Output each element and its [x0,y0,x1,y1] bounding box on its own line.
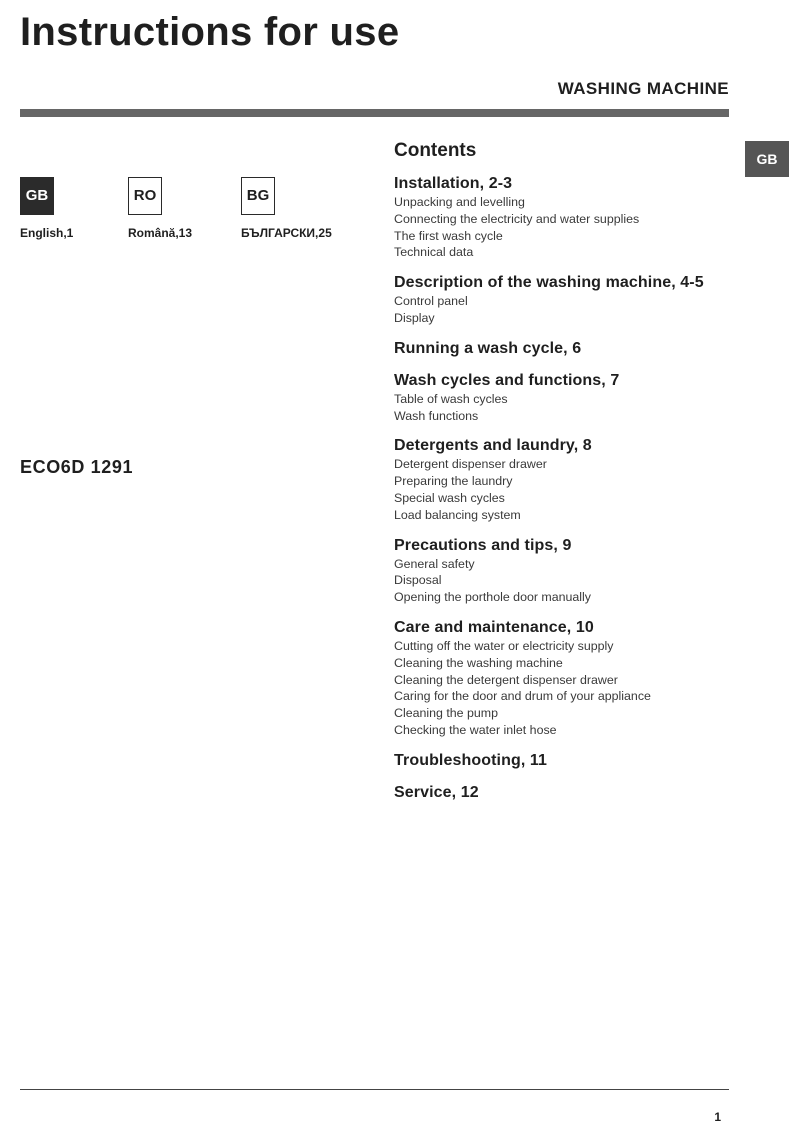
toc-item[interactable]: Technical data [394,245,474,260]
toc-section-title[interactable]: Care and maintenance, 10 [394,618,594,636]
toc-item[interactable]: Detergent dispenser drawer [394,457,547,472]
toc-item[interactable]: Caring for the door and drum of your appliance [394,689,651,704]
language-label-ro: Română,13 [128,226,193,240]
toc-section-title[interactable]: Description of the washing machine, 4-5 [394,274,704,292]
product-type: WASHING MACHINE [557,79,729,98]
toc-section-installation [394,174,734,261]
language-label-bg: БЪЛГАРСКИ,25 [241,226,332,240]
header-divider [20,109,729,117]
toc-item[interactable]: Wash functions [394,408,479,423]
toc-section-title[interactable]: Service, 12 [394,783,479,801]
toc-item[interactable]: Checking the water inlet hose [394,722,557,737]
toc-item[interactable]: Preparing the laundry [394,474,513,489]
toc-section-detergents [394,436,734,523]
toc-item[interactable]: Cleaning the pump [394,706,499,721]
toc-item[interactable]: Load balancing system [394,507,521,522]
toc-item[interactable]: Disposal [394,573,442,588]
toc-item[interactable]: Unpacking and levelling [394,195,525,209]
contents-heading: Contents [394,140,477,161]
language-box-gb[interactable]: GB [20,177,54,215]
toc-section-title[interactable]: Troubleshooting, 11 [394,751,548,769]
toc-section-title[interactable]: Running a wash cycle, 6 [394,339,582,357]
toc-item[interactable]: General safety [394,556,475,571]
toc-item[interactable]: Control panel [394,294,468,309]
toc-section-description [394,273,734,327]
footer-divider [20,1089,729,1090]
page-number: 1 [714,1110,721,1124]
language-side-tab: GB [745,141,789,177]
toc-section-title[interactable]: Precautions and tips, 9 [394,536,572,554]
model-number: ECO6D 1291 [20,457,134,477]
toc-item[interactable]: Cutting off the water or electricity supply [394,638,614,653]
toc-section-title[interactable]: Wash cycles and functions, 7 [394,371,620,389]
toc-item[interactable]: Table of wash cycles [394,391,508,406]
language-label-gb: English,1 [20,226,74,240]
toc-section-wash-cycles [394,371,734,425]
language-box-bg[interactable]: BG [241,177,275,215]
language-box-ro[interactable]: RO [128,177,162,215]
toc-item[interactable]: Cleaning the detergent dispenser drawer [394,672,618,687]
page-title: Instructions for use [20,10,400,54]
toc-section-troubleshooting [394,751,734,771]
toc-item[interactable]: Connecting the electricity and water supplies [394,211,640,226]
toc-item[interactable]: Cleaning the washing machine [394,655,563,670]
toc-item[interactable]: The first wash cycle [394,228,503,243]
table-of-contents [394,140,734,815]
toc-section-running [394,339,734,359]
toc-section-care [394,618,734,739]
toc-section-service [394,783,734,803]
toc-section-title[interactable]: Detergents and laundry, 8 [394,437,592,455]
toc-section-title[interactable]: Installation, 2-3 [394,175,513,192]
toc-item[interactable]: Display [394,310,435,325]
toc-item[interactable]: Opening the porthole door manually [394,590,592,605]
toc-section-precautions [394,536,734,606]
toc-item[interactable]: Special wash cycles [394,490,505,505]
